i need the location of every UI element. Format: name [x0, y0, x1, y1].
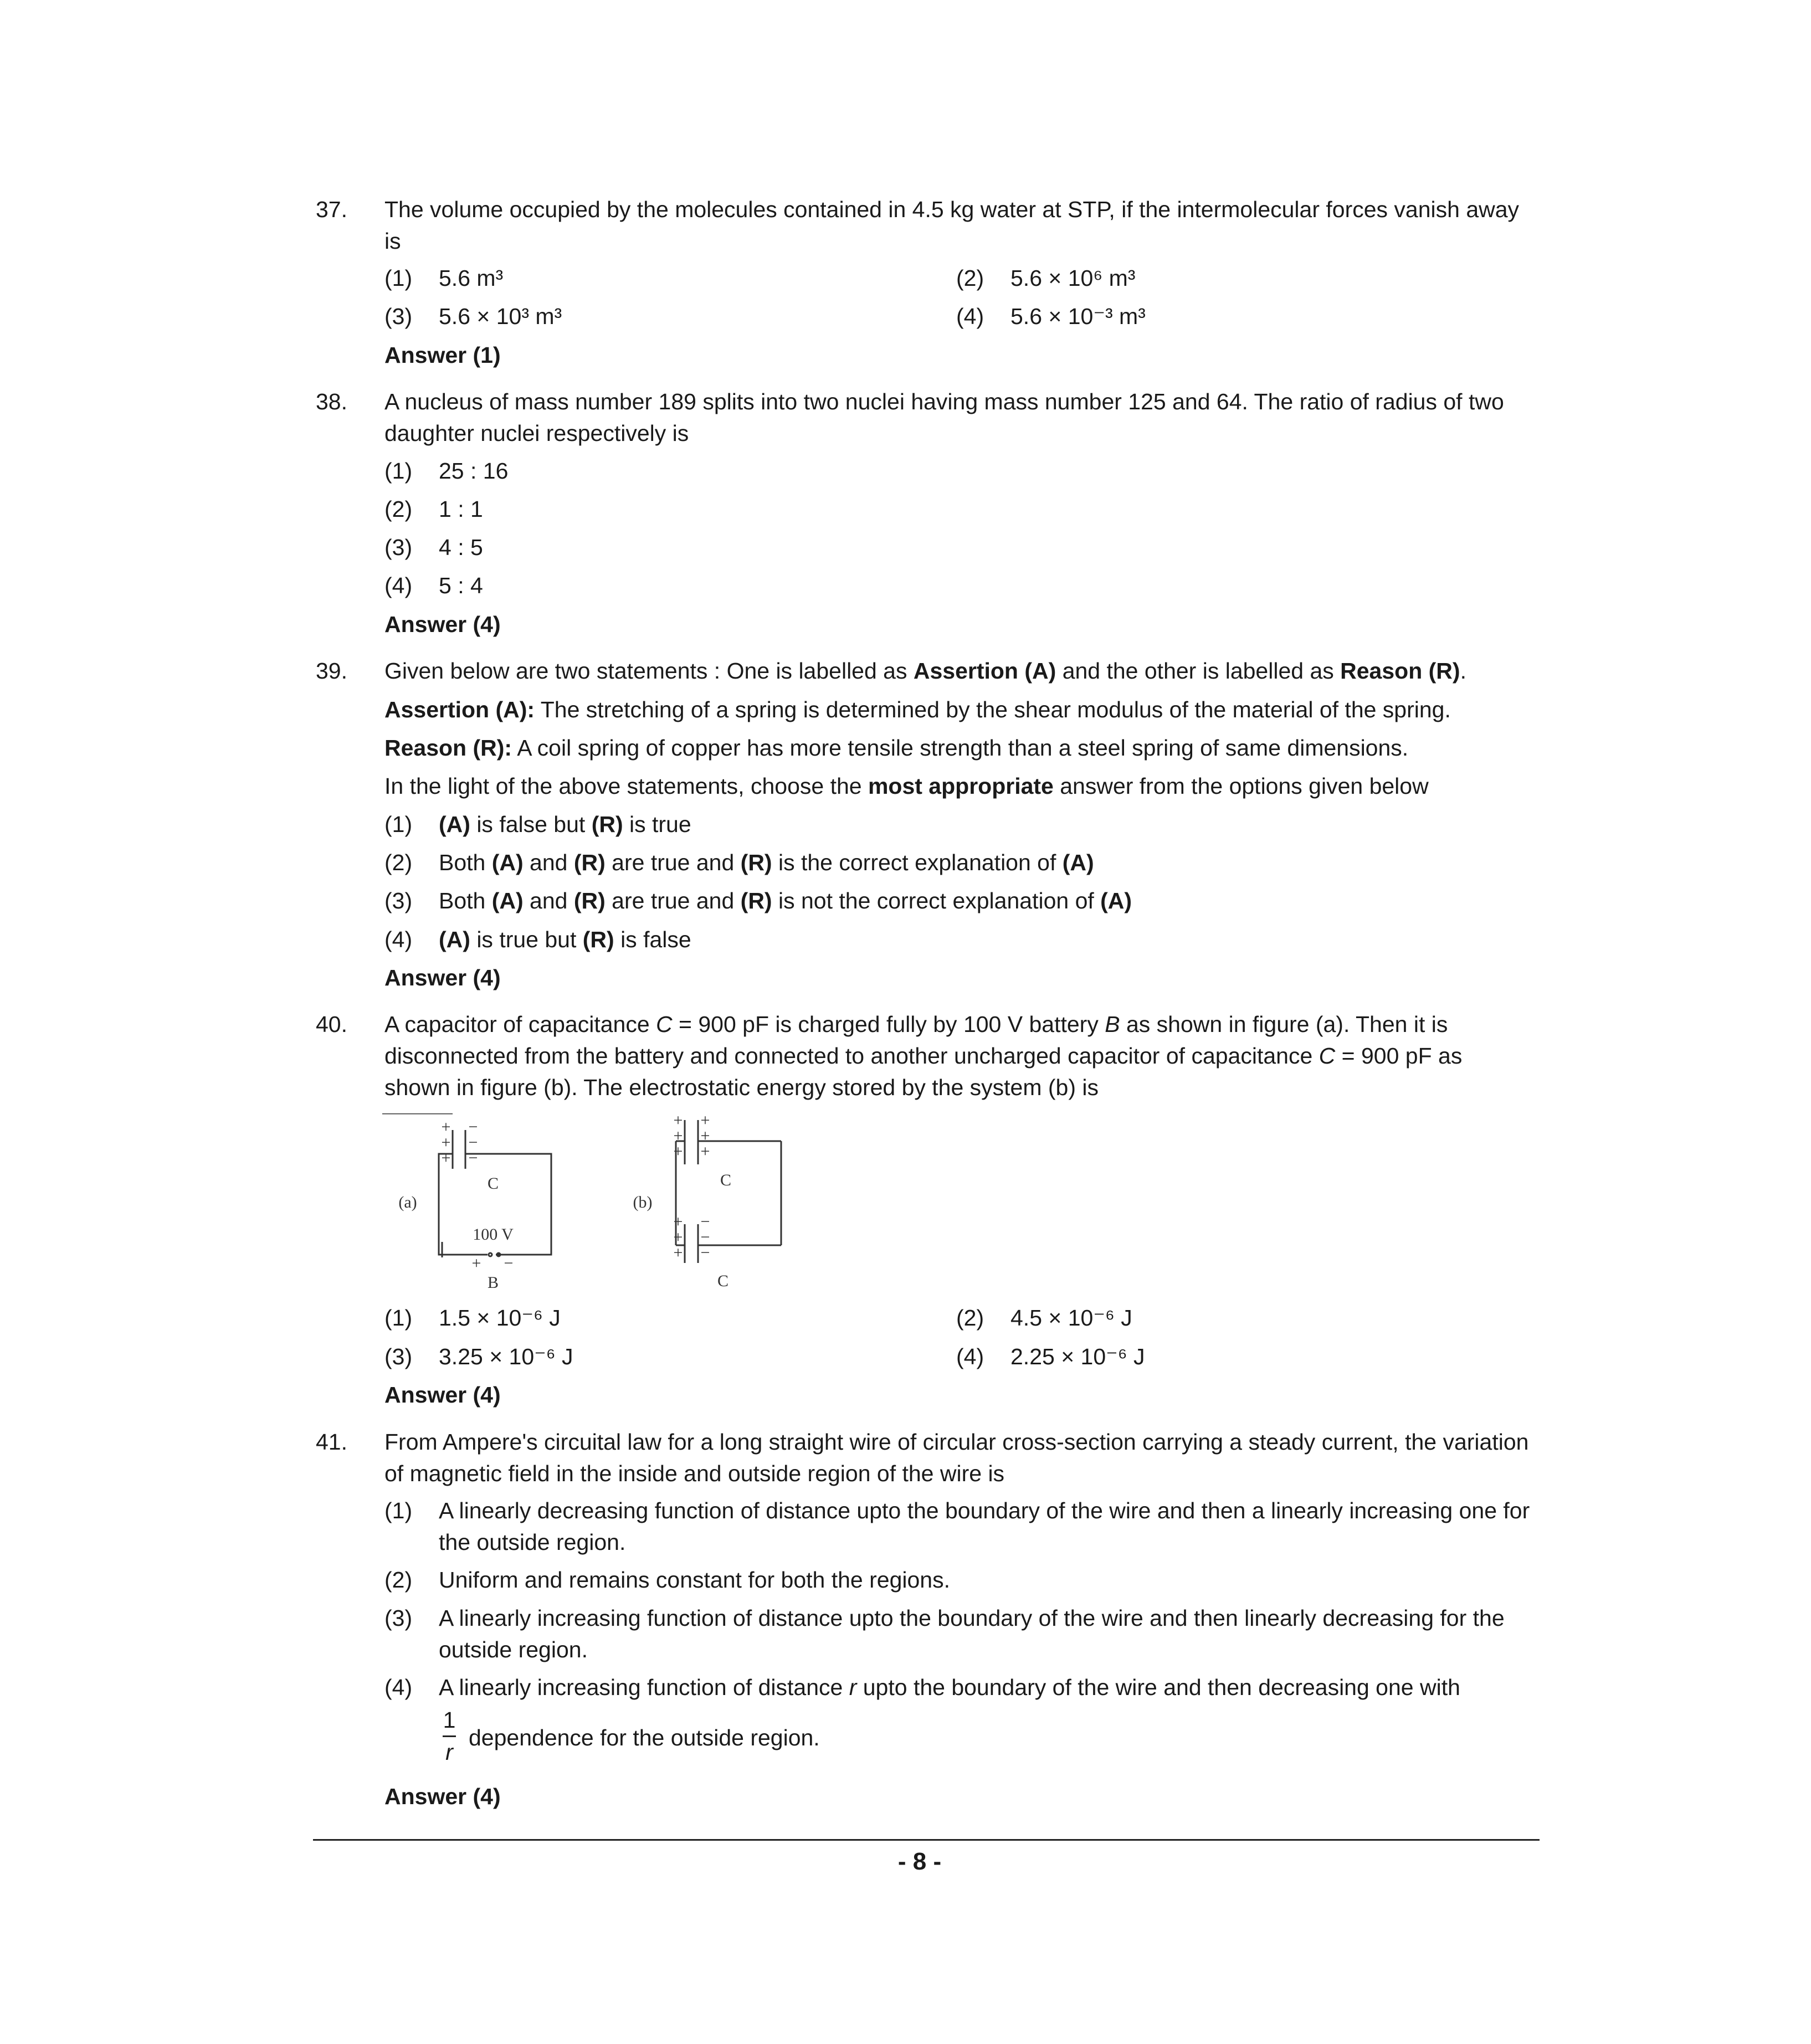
question-intro: Given below are two statements : One is labelled as Assertion (A) and the other is labelled as Reason (R). — [384, 658, 1466, 684]
svg-text:−: − — [468, 1149, 478, 1167]
svg-text:+: + — [471, 1254, 481, 1272]
option-4: (4) 2.25 × 10⁻⁶ J — [956, 1344, 1145, 1369]
capacitor-c-label: C — [717, 1272, 729, 1290]
option-4-continuation: dependence for the outside region. — [469, 1725, 820, 1750]
option-4 — [384, 570, 483, 602]
assertion-statement: Assertion (A): The stretching of a spring is determined by the shear modulus of the material of the spring. — [384, 697, 1451, 722]
question-number: 38. — [316, 389, 347, 414]
svg-text:+: + — [673, 1113, 683, 1129]
option-text: 5.6 × 10⁻³ m³ — [1010, 304, 1146, 329]
svg-text:−: − — [700, 1213, 710, 1231]
figure-b-circuit — [673, 1120, 781, 1263]
option-1 — [384, 455, 508, 487]
svg-text:+: + — [673, 1213, 683, 1231]
capacitor-c-label: C — [487, 1174, 499, 1193]
question-text: The volume occupied by the molecules contained in 4.5 kg water at STP, if the intermolecular forces vanish away is — [384, 197, 1520, 254]
answer-label: Answer (4) — [384, 1784, 501, 1809]
question-number: 37. — [316, 197, 347, 222]
option-text: 5 : 4 — [439, 573, 483, 598]
option-number: (3) — [384, 535, 413, 560]
question-number: 39. — [316, 658, 347, 684]
option-2: (2) Both (A) and (R) are true and (R) is the correct explanation of (A) — [384, 850, 1094, 875]
svg-text:−: − — [468, 1133, 478, 1152]
option-1 — [384, 263, 503, 294]
option-4: (4) (A) is true but (R) is false — [384, 927, 691, 952]
instruction-text: In the light of the above statements, choose the most appropriate answer from the options given below — [384, 773, 1429, 799]
fraction-denominator: r — [445, 1739, 453, 1765]
fraction-bar — [443, 1735, 456, 1737]
option-number: (3) — [384, 304, 413, 329]
footer-divider — [313, 1839, 1540, 1841]
exam-page: 37. The volume occupied by the molecules contained in 4.5 kg water at STP, if the intermolecular forces vanish away is (1) 5.6 m³ (2) 5.6 × 10⁶ m³ (3) 5.6 × 10³ m³ (4) 5.6 × 10⁻³ m³ Answer (1) 38. A nucleus of mass number 189 splits into two nuclei having mass number 125 and 64. The ratio of radius of two daughter nuclei respectively is (1) 25 : 16 (2) 1 : 1 (3) 4 : 5 (4) 5 : 4 Answer (4) 39. Given below are two statements : One is labelled as Assertion (A) and the other is labelled as Reason (R). Assertion (A): The stretching of a spring is determined by the shear modulus of the material of the spring. Reason (R): A coil spring of copper has more tensile strength than a steel spring of same dimensions. In the light of the above statements, choose the most appropriate answer from the options given below (1) (A) is false but (R) is true (2) Both (A) and (R) are true and (R) is the correct explanation of (A) (3) Both (A) and (R) are true and (R) is not the correct explanation of (A) (4) (A) is true but (R) is false Answer (4) 40. A capacitor of capacitance C = 900 pF is charged fully by 100 V battery B as shown in figure (a). Then it is disconnected from the battery and connected to another uncharged capacitor of capacitance C = 900 pF as shown in figure (b). The electrostatic energy stored by the system (b) is (a) + + + − − − C 100 V + − B (b) + + + + + + C + + + − − − C (1) 1.5 × 10⁻⁶ J (2) 4.5 × 10⁻⁶ J (3) 3.25 × 10⁻⁶ J (4) 2.25 × 10⁻⁶ J Answer (4) 41. From Ampere's circuital law for a long straight wire of circular cross-section carrying a steady current, the variation of magnetic field in the inside and outside region of the wire is (1) A linearly decreasing function of distance upto the boundary of the wire and then a linearly increasing one for the outside region. (2) Uniform and remains constant for both the regions. (3) A linearly increasing function of distance upto the boundary of the wire and then linearly decreasing for the outside region. (4) A linearly increasing function of distance r upto the boundary of the wire and then decreasing one with 1 r dependence for the outside region. Answer (4) - 8 - — [0, 0, 1811, 2044]
option-3 — [384, 532, 483, 563]
capacitor-c-label: C — [720, 1171, 732, 1189]
circuit-figures — [382, 1113, 803, 1302]
svg-text:−: − — [468, 1118, 478, 1136]
answer-label: Answer (4) — [384, 965, 501, 990]
svg-text:+: + — [700, 1113, 710, 1129]
option-text: 5.6 × 10³ m³ — [439, 304, 562, 329]
svg-text:+: + — [441, 1118, 451, 1136]
option-number: (2) — [384, 496, 413, 522]
option-text: 25 : 16 — [439, 458, 509, 484]
option-number: (2) — [956, 265, 984, 291]
question-text-line-1: A capacitor of capacitance C = 900 pF is charged fully by 100 V battery B as shown in figure (a). Then it is — [384, 1011, 1448, 1037]
option-2 — [384, 494, 483, 525]
option-number: (1) — [384, 265, 413, 291]
svg-text:+: + — [441, 1133, 451, 1152]
figure-b-label: (b) — [633, 1193, 653, 1211]
svg-text:+: + — [673, 1228, 683, 1246]
question-text-line-3: shown in figure (b). The electrostatic energy stored by the system (b) is — [384, 1075, 1099, 1100]
svg-text:+: + — [441, 1149, 451, 1167]
question-number: 40. — [316, 1011, 347, 1037]
battery-voltage-label: 100 V — [473, 1225, 514, 1244]
page-number: - 8 - — [897, 1848, 942, 1875]
question-text: A nucleus of mass number 189 splits into two nuclei having mass number 125 and 64. The ratio of radius of two daughter nuclei respectively is — [384, 389, 1504, 446]
svg-text:+: + — [700, 1142, 710, 1160]
option-2 — [956, 263, 1135, 294]
question-text: From Ampere's circuital law for a long straight wire of circular cross-section carrying a steady current, the variation of magnetic field in the inside and outside region of the wire is — [384, 1429, 1529, 1486]
svg-text:−: − — [700, 1244, 710, 1262]
option-2: (2) 4.5 × 10⁻⁶ J — [956, 1305, 1132, 1331]
fraction-numerator: 1 — [443, 1707, 456, 1733]
option-3 — [384, 301, 562, 332]
option-4 — [956, 301, 1146, 332]
option-number: (4) — [384, 573, 413, 598]
option-3: (3) Both (A) and (R) are true and (R) is not the correct explanation of (A) — [384, 888, 1132, 913]
option-text: 4 : 5 — [439, 535, 483, 560]
reason-statement: Reason (R): A coil spring of copper has more tensile strength than a steel spring of same dimensions. — [384, 735, 1409, 761]
option-text: 5.6 m³ — [439, 265, 504, 291]
svg-text:+: + — [700, 1127, 710, 1145]
answer-label: Answer (4) — [384, 1382, 501, 1408]
option-1: (1) (A) is false but (R) is true — [384, 812, 691, 837]
figure-a-label: (a) — [398, 1193, 417, 1211]
option-text: 5.6 × 10⁶ m³ — [1010, 265, 1136, 291]
svg-text:+: + — [673, 1244, 683, 1262]
svg-text:−: − — [700, 1228, 710, 1246]
option-number: (4) — [956, 304, 984, 329]
svg-text:−: − — [504, 1254, 514, 1272]
option-1: (1) 1.5 × 10⁻⁶ J — [384, 1305, 561, 1331]
svg-text:+: + — [673, 1127, 683, 1145]
question-number: 41. — [316, 1429, 347, 1455]
question-text-line-2: disconnected from the battery and connected to another uncharged capacitor of capacitance C = 900 pF as — [384, 1043, 1463, 1069]
battery-b-label: B — [487, 1273, 499, 1292]
answer-label: Answer (4) — [384, 612, 501, 637]
svg-text:+: + — [673, 1142, 683, 1160]
option-number: (1) — [384, 458, 413, 484]
option-3: (3) 3.25 × 10⁻⁶ J — [384, 1344, 573, 1369]
answer-label: Answer (1) — [384, 342, 501, 368]
option-text: 1 : 1 — [439, 496, 483, 522]
